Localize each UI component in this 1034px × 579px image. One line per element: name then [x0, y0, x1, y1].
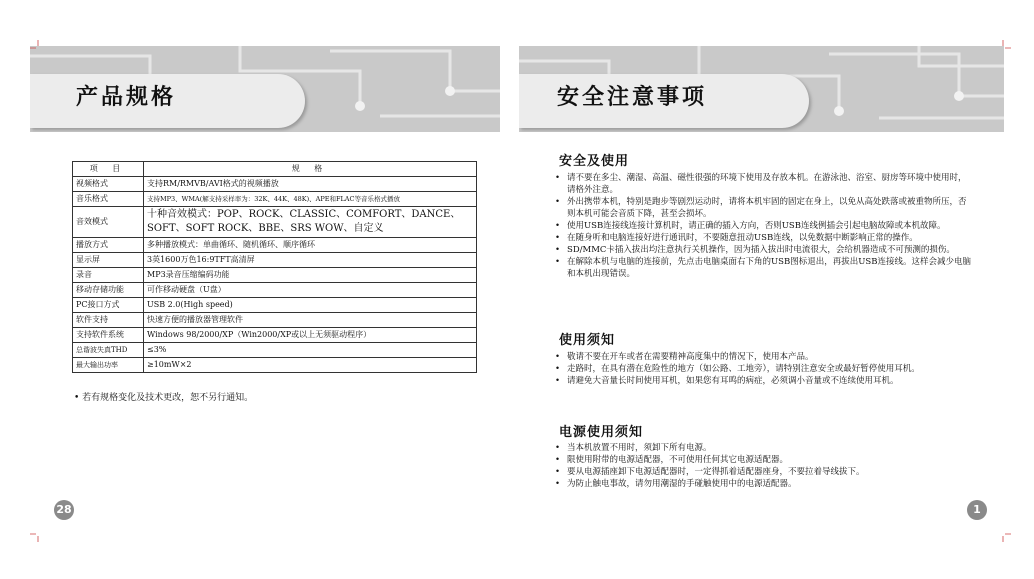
list-item: • SD/MMC卡插入拔出均注意执行关机操作，因为插入拔出时电流很大，会给机器造成不可预测的损伤。	[553, 244, 973, 256]
list-item: • 在随身听和电脑连接好进行通讯时，不要随意扭动USB连线，以免数据中断影响正常的操作。	[553, 232, 973, 244]
column-header-item: 项 目	[73, 162, 144, 177]
row-value: 3英1600万色16:9TFT高清屏	[144, 253, 477, 268]
section-heading-usage: 使用须知	[559, 333, 616, 348]
right-page	[517, 0, 1034, 579]
row-value-line1: 十种音效模式：POP、ROCK、CLASSIC、COMFORT、DANCE、	[147, 209, 461, 220]
column-header-spec: 规 格	[144, 162, 477, 177]
row-key: 视频格式	[73, 177, 144, 192]
row-value: 可作移动硬盘（U盘）	[144, 283, 477, 298]
list-item: • 为防止触电事故，请勿用潮湿的手碰触使用中的电源适配器。	[553, 478, 973, 490]
table-row	[73, 328, 477, 343]
table-row	[73, 192, 477, 207]
table-row	[73, 268, 477, 283]
footnote: • 若有规格变化及技术更改，恕不另行通知。	[74, 393, 254, 403]
row-key: 录音	[73, 268, 144, 283]
row-value: MP3录音压缩编码功能	[144, 268, 477, 283]
row-value: USB 2.0(High speed)	[144, 298, 477, 313]
page-title: 产品规格	[76, 85, 177, 110]
row-key: 显示屏	[73, 253, 144, 268]
list-item: • 走路时，在具有潜在危险性的地方（如公路、工地旁），请特别注意安全或最好暂停使用耳机。	[553, 363, 973, 375]
page-number-badge: 28	[54, 500, 74, 520]
crop-mark-icon	[30, 40, 44, 54]
table-row	[73, 177, 477, 192]
row-key: PC接口方式	[73, 298, 144, 313]
list-item: • 外出携带本机，特别是跑步等剧烈运动时，请将本机牢固的固定在身上，以免从高处跌落或被重物所压，否则本机可能会音质下降，甚至会损坏。	[553, 196, 973, 220]
list-item: • 当本机放置不用时，须卸下所有电源。	[553, 442, 973, 454]
page-number-badge: 1	[967, 500, 987, 520]
table-row	[73, 313, 477, 328]
table-row	[73, 298, 477, 313]
row-value	[144, 207, 477, 238]
power-list	[553, 442, 973, 490]
row-value: Windows 98/2000/XP（Win2000/XP或以上无须驱动程序）	[144, 328, 477, 343]
row-value: ≤3%	[144, 343, 477, 358]
table-row	[73, 343, 477, 358]
list-item: • 敬请不要在开车或者在需要精神高度集中的情况下，使用本产品。	[553, 351, 973, 363]
table-row	[73, 238, 477, 253]
row-value: 支持RM/RMVB/AVI格式的视频播放	[144, 177, 477, 192]
list-item: • 在解除本机与电脑的连接前，先点击电脑桌面右下角的USB图标退出，再拔出USB连接线。这样会减少电脑和本机出现错误。	[553, 256, 973, 280]
crop-mark-icon	[997, 40, 1011, 54]
row-value: 多种播放模式：单曲循环、随机循环、顺序循环	[144, 238, 477, 253]
table-row	[73, 253, 477, 268]
spec-table	[72, 161, 477, 373]
title-banner	[30, 46, 500, 132]
list-item: • 限使用附带的电源适配器，不可使用任何其它电源适配器。	[553, 454, 973, 466]
page-title: 安全注意事项	[557, 85, 708, 110]
row-value: 支持MP3、WMA(解支持采样率为：32K、44K、48K)、APE和FLAC等音乐格式播放	[144, 192, 477, 207]
list-item: • 要从电源插座卸下电源适配器时，一定得抓着适配器座身，不要拉着导线拔下。	[553, 466, 973, 478]
row-key: 最大输出功率	[73, 358, 144, 373]
row-value: ≥10mW×2	[144, 358, 477, 373]
row-key: 软件支持	[73, 313, 144, 328]
crop-mark-icon	[30, 528, 44, 542]
crop-mark-icon	[997, 528, 1011, 542]
list-item: • 请避免大音量长时间使用耳机，如果您有耳鸣的病症，必须调小音量或不连续使用耳机。	[553, 375, 973, 387]
section-heading-power: 电源使用须知	[559, 425, 644, 440]
row-key: 音效模式	[73, 207, 144, 238]
row-key: 播放方式	[73, 238, 144, 253]
table-header-row	[73, 162, 477, 177]
row-value-line2: SOFT、SOFT ROCK、BBE、SRS WOW、自定义	[147, 223, 384, 234]
row-key: 总谐波失真THD	[73, 343, 144, 358]
row-value: 快速方便的播放器管理软件	[144, 313, 477, 328]
safety-list	[553, 172, 973, 280]
title-banner	[519, 46, 1004, 132]
table-row	[73, 207, 477, 238]
table-row	[73, 283, 477, 298]
row-key: 音乐格式	[73, 192, 144, 207]
section-heading-safety: 安全及使用	[559, 154, 630, 169]
list-item: • 请不要在多尘、潮湿、高温、磁性很强的环境下使用及存放本机。在游泳池、浴室、厨房等环境中使用时，请格外注意。	[553, 172, 973, 196]
list-item: • 使用USB连接线连接计算机时，请正确的插入方向，否则USB连线例插会引起电脑故障或本机故障。	[553, 220, 973, 232]
row-key: 支持软件系统	[73, 328, 144, 343]
usage-list	[553, 351, 973, 387]
row-key: 移动存储功能	[73, 283, 144, 298]
table-row	[73, 358, 477, 373]
